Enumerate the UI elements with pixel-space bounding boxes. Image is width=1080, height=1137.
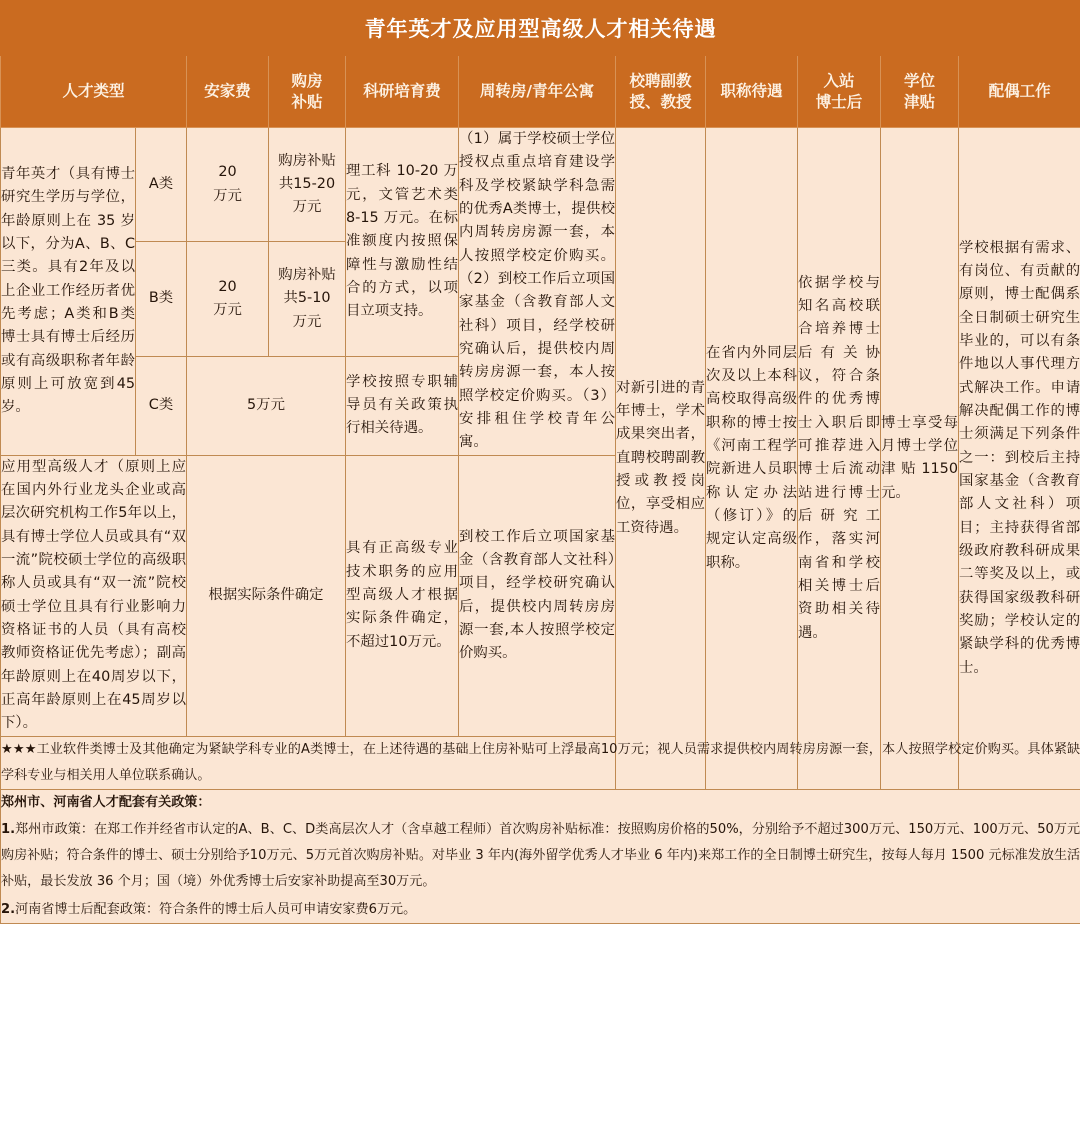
youth-talent-research-fund-c: 学校按照专职辅导员有关政策执行相关待遇。: [346, 356, 459, 455]
star-footnote: ★★★工业软件类博士及其他确定为紧缺学科专业的A类博士，在上述待遇的基础上住房补贴可上浮最高10万元；视人员需求提供校内周转房房源一套，本人按照学校定价购买。具体紧缺学科专业与相关用人单位联系确认。: [1, 736, 1080, 789]
applied-talent-settling-fee: 根据实际条件确定: [187, 455, 346, 736]
class-b-settling-fee: [187, 242, 269, 356]
applied-talent-description: 应用型高级人才（原则上应在国内外行业龙头企业或高层次研究机构工作5年以上，具有博士学位人员或具有“双一流”院校硕士学位的高级职称人员或具有“双一流”院校硕士学位且具有行业影响力资格证书的人员（具有高校教师资格证优先考虑）；副高年龄原则上在40周岁以下，正高年龄原则上在45周岁以下）。: [1, 455, 187, 736]
column-header-housing-subsidy: [269, 56, 346, 128]
table-row-class-a: [1, 128, 1080, 242]
policy-footnote-item-2: [1, 897, 1080, 923]
class-a-settling-fee: [187, 128, 269, 242]
class-a-housing-subsidy-line1: 购房补贴: [278, 152, 336, 169]
policy-footnote-heading: 郑州市、河南省人才配套有关政策：: [1, 794, 211, 810]
policy-footnote-item-1-label: 1.: [1, 822, 16, 838]
column-header-spouse-work: 配偶工作: [959, 56, 1080, 128]
column-header-housing-subsidy-line1: 购房: [291, 71, 323, 90]
column-header-talent-type: 人才类型: [1, 56, 187, 128]
column-header-housing-subsidy-line2: 补贴: [291, 92, 323, 111]
class-b-housing-subsidy-line3: 万元: [292, 313, 322, 330]
applied-talent-research-fund: 具有正高级专业技术职务的应用型高级人才根据实际条件确定，不超过10万元。: [346, 455, 459, 736]
degree-allowance-policy: 博士享受每月博士学位津贴1150元。: [881, 128, 959, 790]
column-header-settling-fee: 安家费: [187, 56, 269, 128]
class-a-housing-subsidy-line2: 共15-20: [278, 176, 336, 193]
column-header-postdoc-line1: 入站: [823, 71, 855, 90]
table-row-policy-footnote: [1, 789, 1080, 923]
column-header-postdoc-line2: 博士后: [815, 92, 863, 111]
column-header-school-hired-line2: 授、教授: [629, 92, 692, 111]
youth-talent-description: 青年英才（具有博士研究生学历与学位，年龄原则上在 35 岁以下，分为A、B、C三类。具有2年及以上企业工作经历者优先考虑；A类和B类博士具有博士后经历或有高级职称者年龄原则上可放宽到45岁。: [1, 128, 136, 456]
column-header-title-treatment: 职称待遇: [706, 56, 798, 128]
policy-footnote-item-2-text: 河南省博士后配套政策：符合条件的博士后人员可申请安家费6万元。: [15, 901, 417, 917]
policy-footnote-item-1: [1, 817, 1080, 896]
class-b-label: B类: [136, 242, 187, 356]
column-header-degree-allowance-line1: 学位: [903, 71, 935, 90]
class-b-settling-fee-amount: 20: [218, 278, 237, 295]
policy-footnote-item-2-label: 2.: [1, 901, 16, 917]
header-row: [1, 56, 1080, 128]
class-b-housing-subsidy: [269, 242, 346, 356]
school-hired-professor-policy: 对新引进的青年博士，学术成果突出者，直聘校聘副教授或教授岗位，享受相应工资待遇。: [616, 128, 706, 790]
class-a-settling-fee-amount: 20: [218, 164, 237, 181]
title-treatment-policy: 在省内外同层次及以上本科高校取得高级职称的博士按《河南工程学院新进人员职称认定办法（修订）》的规定认定高级职称。: [706, 128, 798, 790]
table-row-star-footnote: [1, 736, 1080, 789]
column-header-research-fund: 科研培育费: [346, 56, 459, 128]
class-b-settling-fee-unit: 万元: [213, 302, 242, 319]
column-header-degree-allowance: [881, 56, 959, 128]
class-a-housing-subsidy-line3: 万元: [292, 199, 322, 216]
title-row: [1, 1, 1080, 56]
class-b-housing-subsidy-line2: 共5-10: [283, 290, 331, 307]
class-b-housing-subsidy-line1: 购房补贴: [278, 267, 336, 284]
class-c-settling-fee-merged: 5万元: [187, 356, 346, 455]
class-a-housing-subsidy: [269, 128, 346, 242]
policy-footnote-item-1-text: 郑州市政策：在郑工作并经省市认定的A、B、C、D类高层次人才（含卓越工程师）首次购房补贴标准：按照购房价格的50%，分别给予不超过300万元、150万元、100万元、50万元购房补贴；符合条件的博士、硕士分别给予10万元、5万元首次购房补贴。对毕业 3 年内(海外留学优秀人才毕业 6 年内)来郑工作的全日制博士研究生，按每人每月 1500 元标准发放生活补贴，最长发放 36 个月；国（境）外优秀博士后安家补助提高至30万元。: [1, 822, 1080, 890]
class-a-settling-fee-unit: 万元: [213, 187, 242, 204]
column-header-postdoc: [798, 56, 881, 128]
column-header-degree-allowance-line2: 津贴: [903, 92, 935, 111]
page-title: 青年英才及应用型高级人才相关待遇: [1, 1, 1080, 56]
class-c-label: C类: [136, 356, 187, 455]
spouse-work-policy: 学校根据有需求、有岗位、有贡献的原则，博士配偶系全日制硕士研究生毕业的，可以有条件地以人事代理方式解决工作。申请解决配偶工作的博士须满足下列条件之一：到校后主持国家基金（含教育部人文社科）项目；主持获得省部级政府教科研成果二等奖及以上，或获得国家级教科研奖励；学校认定的紧缺学科的优秀博士。: [959, 128, 1080, 790]
youth-talent-research-fund-ab: 理工科 10-20 万元，文管艺术类 8-15 万元。在标准额度内按照保障性与激励性结合的方式，以项目立项支持。: [346, 128, 459, 357]
postdoc-policy: 依据学校与知名高校联合培养博士后有关协议，符合条件的优秀博士入职后即可推荐进入博士后流动站进行博士后研究工作，落实河南省和学校相关博士后资助相关待遇。: [798, 128, 881, 790]
column-header-school-hired-line1: 校聘副教: [629, 71, 692, 90]
column-header-turnover-housing: 周转房/青年公寓: [459, 56, 616, 128]
column-header-school-hired-professor: [616, 56, 706, 128]
policy-footnote-block: [1, 789, 1080, 923]
applied-talent-turnover-housing: 到校工作后立项国家基金（含教育部人文社科）项目，经学校研究确认后，提供校内周转房房源一套,本人按照学校定价购买。: [459, 455, 616, 736]
class-a-label: A类: [136, 128, 187, 242]
youth-talent-turnover-housing: （1）属于学校硕士学位授权点重点培育建设学科及学校紧缺学科急需的优秀A类博士，提供校内周转房房源一套，本人按照学校定价购买。（2）到校工作后立项国家基金（含教育部人文社科）项目，经学校研究确认后，提供校内周转房房源一套，本人按照学校定价购买。（3）安排租住学校青年公寓。: [459, 128, 616, 456]
